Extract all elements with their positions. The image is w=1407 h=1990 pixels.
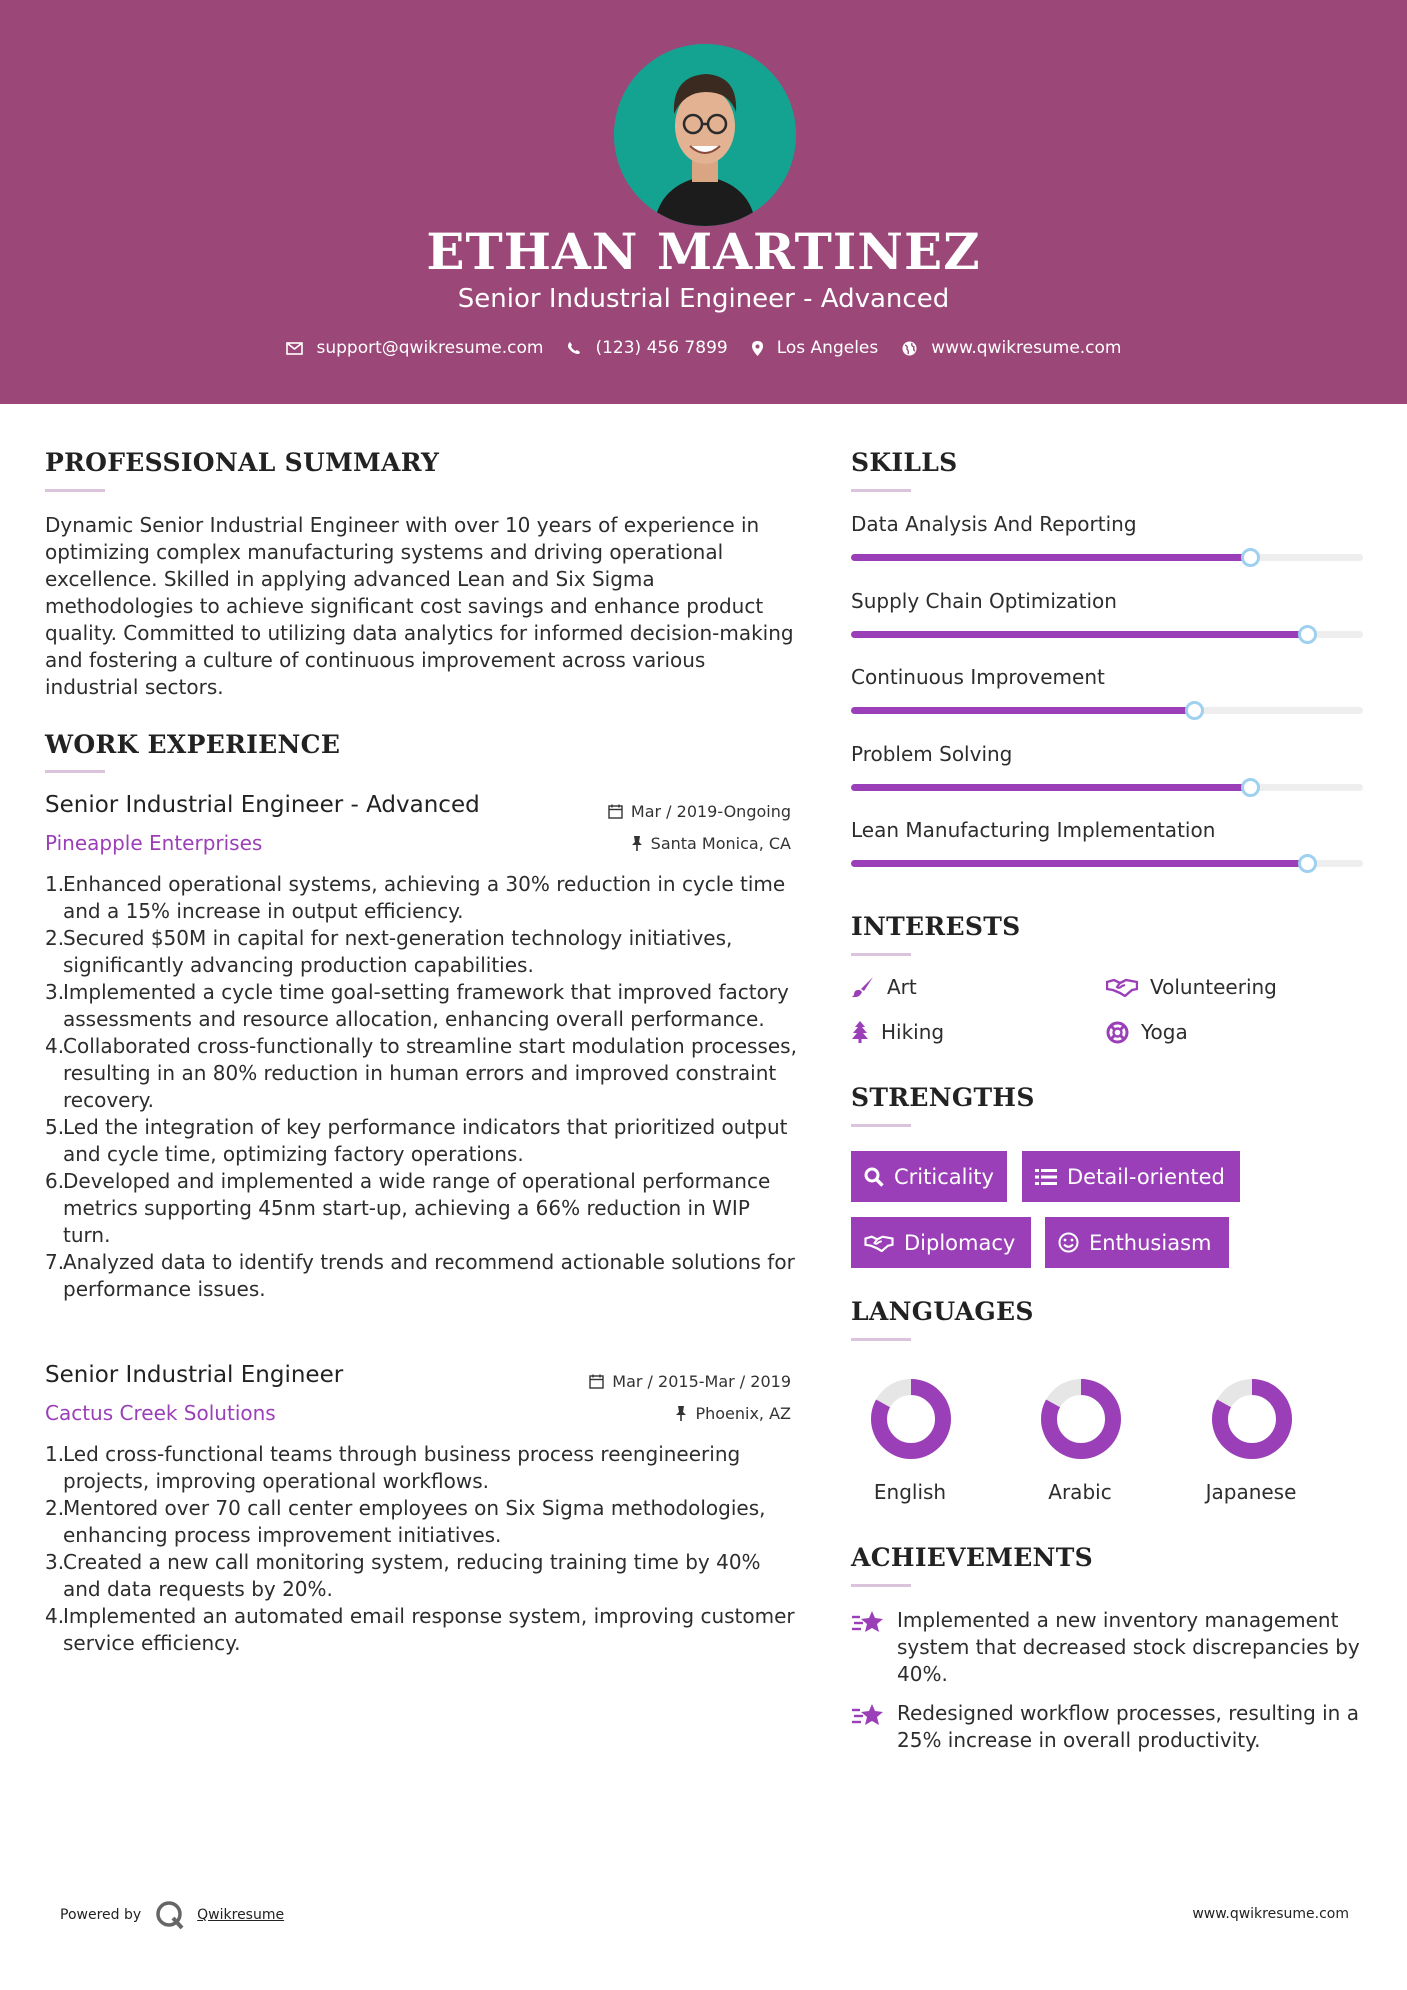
map-pin-icon <box>752 341 763 356</box>
strength-chip-criticality <box>851 1151 1007 1202</box>
interest-hiking <box>851 1020 944 1044</box>
calendar-icon <box>589 1374 604 1389</box>
language-label: English <box>873 1480 947 1504</box>
experience-underline <box>45 770 105 773</box>
skill-bar-knob <box>1241 548 1260 567</box>
list-item: 3. Created a new call monitoring system, reducing training time by 40% and data requests by 20%. <box>45 1550 761 1601</box>
resume-header <box>0 0 1407 404</box>
skill-bar-track <box>851 784 1363 791</box>
list-item: 1. Led cross-functional teams through business process reengineering projects, improving operational workflows. <box>45 1442 741 1493</box>
location-text: Los Angeles <box>776 338 879 358</box>
language-donut <box>868 1376 954 1462</box>
tree-icon <box>851 1021 869 1043</box>
skill-bar-knob <box>1241 778 1260 797</box>
list-item: 7. Analyzed data to identify trends and recommend actionable solutions for performance issues. <box>45 1250 795 1301</box>
skill-bar-knob <box>1298 625 1317 644</box>
interest-label: Hiking <box>881 1020 945 1044</box>
strength-label: Diplomacy <box>904 1230 1016 1255</box>
list-item: 3. Implemented a cycle time goal-setting framework that improved factory assessments and resource allocation, enhancing overall performance. <box>45 980 789 1031</box>
summary-heading: PROFESSIONAL SUMMARY <box>45 448 440 477</box>
pushpin-icon <box>675 1406 687 1421</box>
achievement-item <box>851 1607 1371 1688</box>
contact-bar <box>0 338 1407 358</box>
globe-icon <box>902 341 917 356</box>
strengths-heading: STRENGTHS <box>851 1083 1035 1112</box>
skill-bar-track <box>851 554 1363 561</box>
job-location <box>500 1404 791 1423</box>
interest-label: Volunteering <box>1150 975 1277 999</box>
language-donut <box>1038 1376 1124 1462</box>
phone-text: (123) 456 7899 <box>595 338 728 358</box>
shooting-star-icon <box>851 1702 885 1728</box>
interest-label: Yoga <box>1141 1020 1188 1044</box>
achievement-text: Implemented a new inventory management system that decreased stock discrepancies by 40%. <box>897 1608 1360 1686</box>
strength-chip-diplomacy <box>851 1217 1031 1268</box>
skill-bar-knob <box>1185 701 1204 720</box>
lifering-icon <box>1106 1021 1129 1044</box>
job-dates-text: Mar / 2019-Ongoing <box>630 802 791 821</box>
skills-heading: SKILLS <box>851 448 958 477</box>
interest-yoga <box>1106 1020 1188 1044</box>
language-label: Japanese <box>1205 1480 1297 1504</box>
list-item: 5. Led the integration of key performance indicators that prioritized output and cycle time, optimizing factory operations. <box>45 1115 788 1166</box>
languages-underline <box>851 1338 911 1341</box>
candidate-title: Senior Industrial Engineer - Advanced <box>457 284 950 314</box>
skill-label: Data Analysis And Reporting <box>851 512 1137 536</box>
experience-heading: WORK EXPERIENCE <box>45 730 341 759</box>
interest-volunteering <box>1106 975 1277 999</box>
skill-label: Problem Solving <box>851 741 1013 766</box>
achievements-heading: ACHIEVEMENTS <box>851 1543 1093 1572</box>
envelope-icon <box>286 342 303 355</box>
smile-icon <box>1058 1232 1079 1253</box>
skill-label: Lean Manufacturing Implementation <box>851 818 1216 842</box>
contact-phone[interactable] <box>567 338 727 358</box>
footer-powered-by <box>60 1900 284 1930</box>
handshake-icon <box>864 1234 894 1252</box>
interest-art <box>851 975 917 999</box>
skill-bar-track <box>851 860 1363 867</box>
profile-photo <box>614 44 796 226</box>
skill-bar-fill <box>851 554 1250 561</box>
list-item: 4. Implemented an automated email response system, improving customer service efficiency. <box>45 1604 795 1655</box>
achievement-item <box>851 1700 1371 1754</box>
website-text: www.qwikresume.com <box>931 338 1122 358</box>
job-company: Cactus Creek Solutions <box>45 1401 276 1425</box>
skill-label: Continuous Improvement <box>851 665 1105 689</box>
job-company: Pineapple Enterprises <box>45 831 263 855</box>
skill-bar-fill <box>851 631 1307 638</box>
paintbrush-icon <box>851 976 875 998</box>
language-donut <box>1209 1376 1295 1462</box>
shooting-star-icon <box>851 1609 885 1635</box>
job-dates <box>500 802 791 821</box>
powered-by-label: Powered by <box>60 1907 142 1923</box>
achievements-underline <box>851 1584 911 1587</box>
summary-underline <box>45 489 105 492</box>
list-icon <box>1035 1168 1057 1186</box>
interests-heading: INTERESTS <box>851 912 1021 941</box>
skill-bar-fill <box>851 860 1307 867</box>
job-title: Senior Industrial Engineer <box>45 1362 344 1388</box>
strength-label: Detail-oriented <box>1067 1164 1225 1189</box>
list-item: 6. Developed and implemented a wide range of operational performance metrics supporting 45nm start-up, achieving a 66% reduction in WIP turn. <box>45 1169 771 1247</box>
contact-email[interactable] <box>286 338 544 358</box>
qwikresume-logo-icon <box>155 1900 185 1930</box>
strength-chip-enthusiasm <box>1045 1217 1229 1268</box>
skill-bar-track <box>851 707 1363 714</box>
job-achievements-list <box>45 871 800 1303</box>
list-item: 1. Enhanced operational systems, achieving a 30% reduction in cycle time and a 15% increase in output efficiency. <box>45 872 786 923</box>
skill-bar-fill <box>851 784 1250 791</box>
search-icon <box>864 1167 884 1187</box>
achievement-text: Redesigned workflow processes, resulting in a 25% increase in overall productivity. <box>897 1701 1359 1752</box>
list-item: 4. Collaborated cross-functionally to streamline start modulation processes, resulting in an 80% reduction in human errors and improved constraint recovery. <box>45 1034 797 1112</box>
footer-website[interactable]: www.qwikresume.com <box>1192 1906 1349 1922</box>
interest-label: Art <box>887 975 917 999</box>
contact-website[interactable] <box>902 338 1121 358</box>
job-dates <box>500 1372 791 1391</box>
job-location <box>500 834 791 853</box>
strength-label: Criticality <box>894 1164 994 1189</box>
skill-bar-track <box>851 631 1363 638</box>
job-achievements-list <box>45 1441 800 1657</box>
skill-bar-fill <box>851 707 1194 714</box>
job-location-text: Phoenix, AZ <box>695 1404 791 1423</box>
contact-location <box>752 338 879 358</box>
list-item: 2. Mentored over 70 call center employees on Six Sigma methodologies, enhancing process improvement initiatives. <box>45 1496 766 1547</box>
language-label: Arabic <box>1048 1480 1112 1504</box>
list-item: 2. Secured $50M in capital for next-generation technology initiatives, significantly advancing production capabilities. <box>45 926 733 977</box>
job-dates-text: Mar / 2015-Mar / 2019 <box>612 1372 791 1391</box>
skill-label: Supply Chain Optimization <box>851 588 1117 613</box>
candidate-name: ETHAN MARTINEZ <box>426 222 981 281</box>
pushpin-icon <box>631 836 643 851</box>
languages-heading: LANGUAGES <box>851 1297 1034 1326</box>
phone-icon <box>567 341 581 355</box>
job-title: Senior Industrial Engineer - Advanced <box>45 792 480 818</box>
summary-text: Dynamic Senior Industrial Engineer with over 10 years of experience in optimizing complex manufacturing systems and driving operational excellence. Skilled in applying advanced Lean and Six Sigma methodologies to achieve significant cost savings and enhance product quality. Committed to utilizing data analytics for informed decision-making and fostering a culture of continuous improvement across various industrial sectors. <box>45 513 794 699</box>
strength-label: Enthusiasm <box>1089 1230 1212 1255</box>
job-location-text: Santa Monica, CA <box>650 834 791 853</box>
email-text: support@qwikresume.com <box>316 338 544 358</box>
skill-bar-knob <box>1298 854 1317 873</box>
handshake-icon <box>1106 977 1138 997</box>
strengths-underline <box>851 1124 911 1127</box>
qwikresume-link[interactable]: Qwikresume <box>197 1907 285 1923</box>
interests-underline <box>851 953 911 956</box>
strength-chip-detail-oriented <box>1022 1151 1240 1202</box>
skills-underline <box>851 489 911 492</box>
calendar-icon <box>608 804 623 819</box>
